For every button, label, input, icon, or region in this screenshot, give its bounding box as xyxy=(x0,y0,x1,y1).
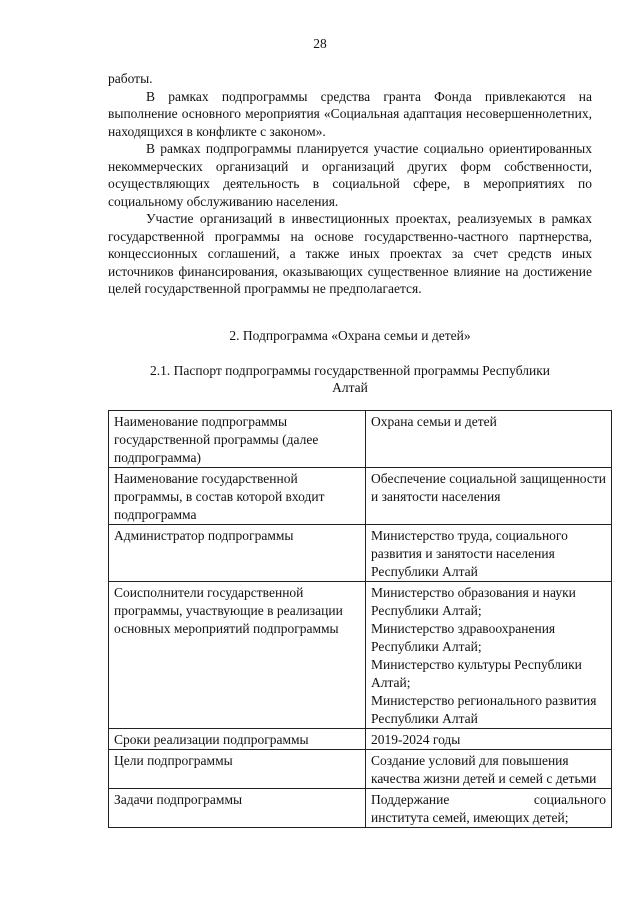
row-value xyxy=(366,525,612,582)
value-line: Министерство труда, социального развития и занятости населения Республики Алтай xyxy=(371,528,568,579)
passport-heading-line: Алтай xyxy=(332,380,368,395)
row-value xyxy=(366,468,612,525)
row-value xyxy=(366,729,612,750)
value-line: Министерство образования и науки Республики Алтай; xyxy=(371,585,576,618)
table-row xyxy=(109,411,612,468)
table-row xyxy=(109,750,612,789)
value-line: института семей, имеющих детей; xyxy=(371,810,569,825)
row-label: Задачи подпрограммы xyxy=(109,789,366,828)
paragraph: В рамках подпрограммы средства гранта Фонда привлекаются на выполнение основного мероприятия «Социальная адаптация несовершеннолетних, находящихся в конфликте с законом». xyxy=(108,88,592,139)
row-value xyxy=(366,789,612,828)
row-label: Наименование подпрограммы государственной программы (далее подпрограмма) xyxy=(109,411,366,468)
value-line: Создание условий для повышения качества жизни детей и семей с детьми xyxy=(371,753,597,786)
section-heading: 2. Подпрограмма «Охрана семьи и детей» xyxy=(229,328,471,343)
row-label: Администратор подпрограммы xyxy=(109,525,366,582)
row-value xyxy=(366,750,612,789)
value-line: Министерство регионального развития Республики Алтай xyxy=(371,693,597,726)
table-row xyxy=(109,582,612,729)
page-number: 28 xyxy=(313,36,327,51)
passport-heading xyxy=(108,362,592,396)
table-row xyxy=(109,468,612,525)
value-line: Обеспечение социальной защищенности и занятости населения xyxy=(371,471,606,504)
table-row xyxy=(109,729,612,750)
value-line: Охрана семьи и детей xyxy=(371,414,497,429)
row-label: Соисполнители государственной программы, участвующие в реализации основных мероприятий подпрограммы xyxy=(109,582,366,729)
row-label: Наименование государственной программы, в состав которой входит подпрограмма xyxy=(109,468,366,525)
paragraph: работы. xyxy=(108,71,153,86)
paragraph: Участие организаций в инвестиционных проектах, реализуемых в рамках государственной программы на основе государственно-частного партнерства, концессионных соглашений, а также иных проектах за счет средств иных источников финансирования, оказывающих существенное влияние на достижение целей государственной программы не предполагается. xyxy=(108,211,592,296)
value-line: Министерство здравоохранения Республики Алтай; xyxy=(371,621,556,654)
value-line: 2019-2024 годы xyxy=(371,732,461,747)
body-text xyxy=(108,70,592,298)
row-label: Сроки реализации подпрограммы xyxy=(109,729,366,750)
value-line: Поддержание социального xyxy=(371,792,606,807)
row-value xyxy=(366,582,612,729)
table-row xyxy=(109,525,612,582)
passport-heading-line: 2.1. Паспорт подпрограммы государственной программы Республики xyxy=(149,363,551,378)
passport-table xyxy=(108,410,612,828)
paragraph: В рамках подпрограммы планируется участие социально ориентированных некоммерческих организаций и организаций других форм собственности, осуществляющих деятельность в социальной сфере, в мероприятиях по социальному обслуживанию населения. xyxy=(108,141,592,209)
row-label: Цели подпрограммы xyxy=(109,750,366,789)
row-value xyxy=(366,411,612,468)
table-row xyxy=(109,789,612,828)
value-line: Министерство культуры Республики Алтай; xyxy=(371,657,582,690)
